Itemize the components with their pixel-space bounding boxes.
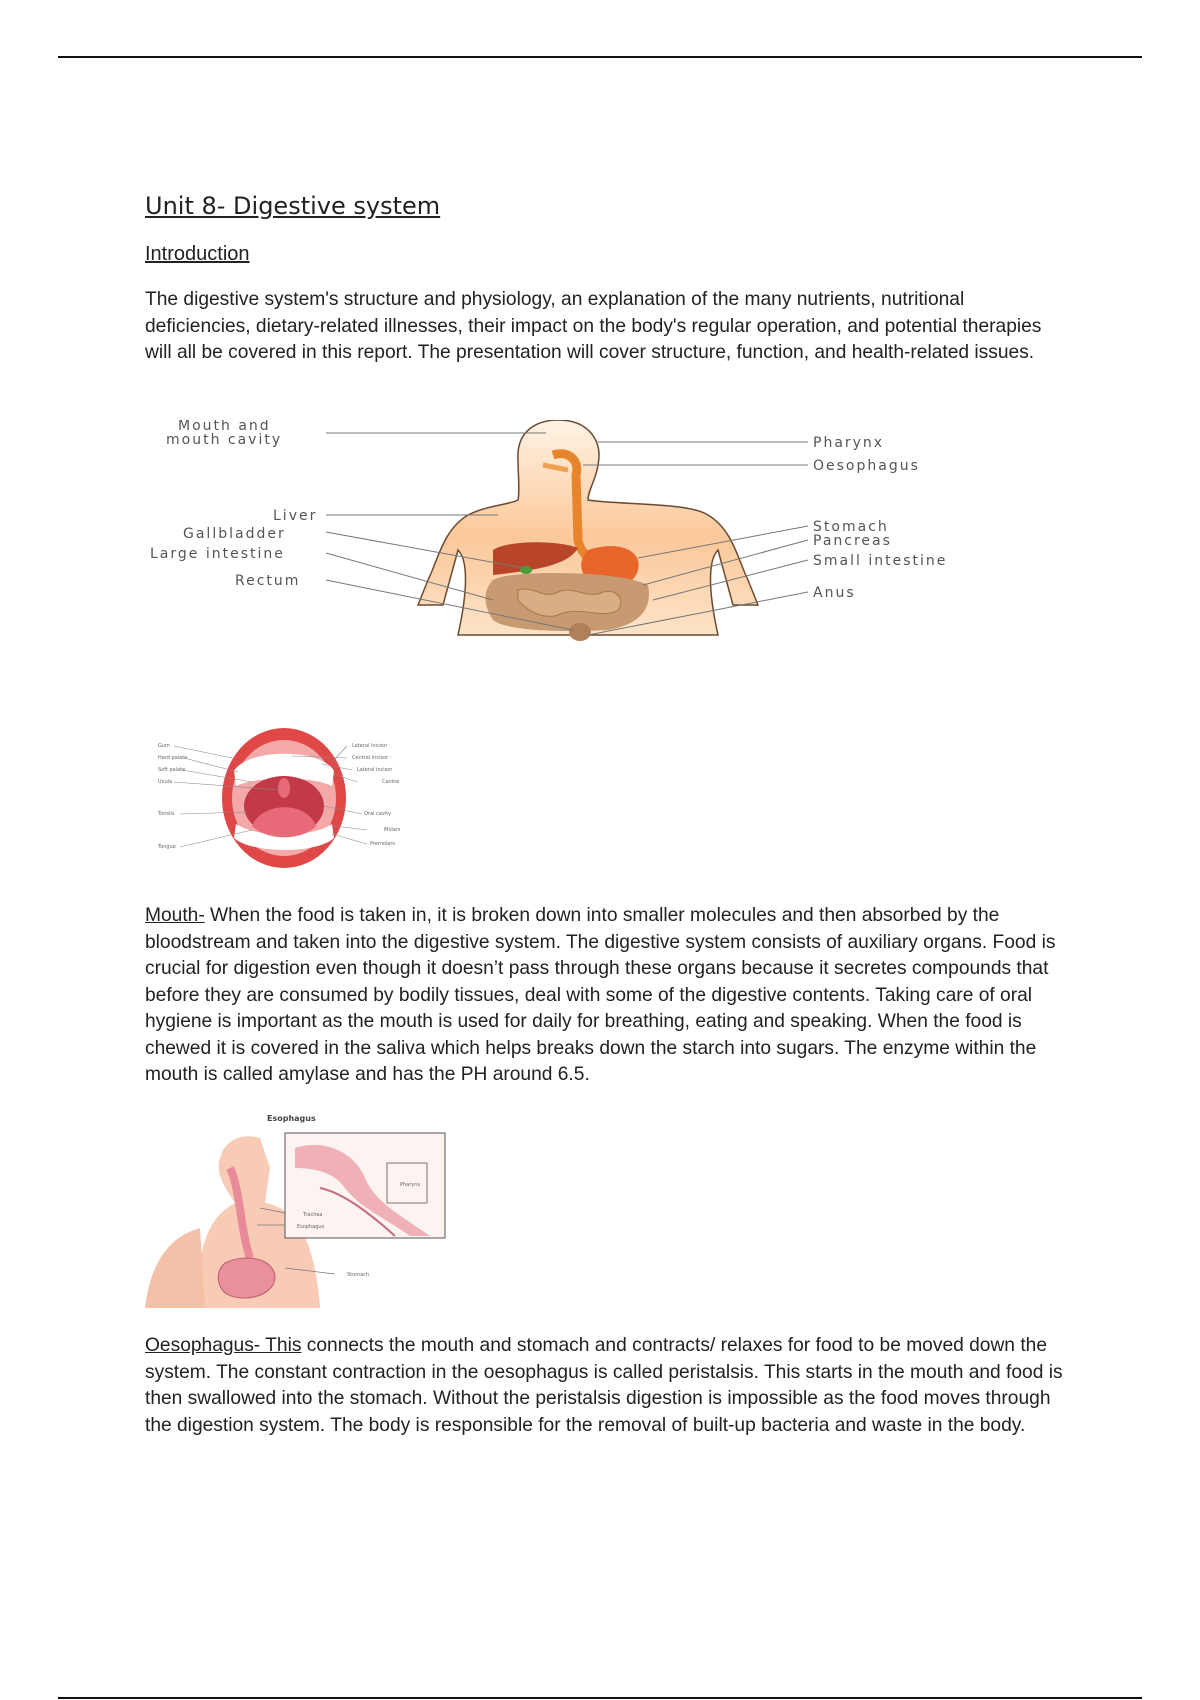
bottom-rule	[58, 1697, 1142, 1699]
label-uvula: Uvula	[158, 779, 173, 785]
label-stomach: Stomach	[813, 519, 889, 535]
oesophagus-label: Oesophagus- This	[145, 1335, 302, 1356]
mouth-diagram	[152, 726, 417, 871]
label-small-intestine: Small intestine	[813, 553, 948, 569]
label-gallbladder: Gallbladder	[183, 526, 286, 542]
oesophagus-text: connects the mouth and stomach and contracts/ relaxes for food to be moved down the system. The constant contraction in the oesophagus is called peristalsis. This starts in the mouth and food is then swallowed into the stomach. Without the peristalsis digestion is impossible as the food moves through the digestion system. The body is responsible for the removal of built-up bacteria and waste in the body.	[145, 1335, 1063, 1436]
label-lateral-incisor-2: Lateral incisor	[357, 767, 393, 773]
label-premolars: Premolars	[370, 841, 395, 847]
label-tongue: Tongue	[158, 844, 176, 850]
label-gum: Gum	[158, 743, 170, 749]
label-rectum: Rectum	[235, 573, 301, 589]
page-title: Unit 8- Digestive system	[145, 192, 441, 220]
label-pancreas: Pancreas	[813, 533, 892, 549]
label-oesophagus: Oesophagus	[813, 458, 920, 474]
digestive-system-diagram	[148, 420, 1028, 645]
label-mouth-cavity: mouth cavity	[166, 432, 283, 448]
label-stomach-small: Stomach	[347, 1272, 370, 1278]
label-anus: Anus	[813, 585, 856, 601]
label-esophagus-title: Esophagus	[267, 1114, 316, 1123]
label-pharynx-small: Pharynx	[400, 1182, 421, 1188]
label-hard-palate: Hard palate	[158, 755, 188, 761]
label-lateral-incisor-1: Lateral incisor	[352, 743, 388, 749]
label-trachea: Trachea	[303, 1212, 323, 1218]
oesophagus-diagram	[145, 1108, 455, 1313]
mouth-label: Mouth-	[145, 905, 205, 926]
label-tonsils: Tonsils	[158, 811, 175, 817]
mouth-text: When the food is taken in, it is broken down into smaller molecules and then absorbed by the bloodstream and taken into the digestive system. The digestive system consists of auxiliary organs. Food is crucial for digestion even though it doesn’t pass through these organs because it secretes compounds that before they are consumed by bodily tissues, deal with some of the digestive contents. Taking care of oral hygiene is important as the mouth is used for daily for breathing, eating and speaking. When the food is chewed it is covered in the saliva which helps breaks down the starch into sugars. The enzyme within the mouth is called amylase and has the PH around 6.5.	[145, 905, 1056, 1085]
label-esophagus: Esophagus	[297, 1224, 325, 1230]
label-mouth-and: Mouth and	[178, 420, 271, 434]
label-central-incisor: Central incisor	[352, 755, 389, 761]
top-rule	[58, 56, 1142, 58]
label-large-intestine: Large intestine	[150, 546, 285, 562]
oesophagus-paragraph	[145, 1333, 1065, 1439]
mouth-paragraph	[145, 903, 1065, 1089]
intro-heading: Introduction	[145, 243, 250, 265]
label-oral-cavity: Oral cavity	[364, 811, 392, 817]
intro-paragraph: The digestive system's structure and physiology, an explanation of the many nutrients, nutritional deficiencies, dietary-related illnesses, their impact on the body's regular operation, and potential therapies will all be covered in this report. The presentation will cover structure, function, and health-related issues.	[145, 289, 1042, 363]
label-soft-palate: Soft palate	[158, 767, 186, 773]
label-liver: Liver	[273, 508, 318, 524]
label-pharynx: Pharynx	[813, 435, 885, 451]
label-molars: Molars	[384, 827, 401, 833]
label-canine: Canine	[382, 779, 400, 785]
